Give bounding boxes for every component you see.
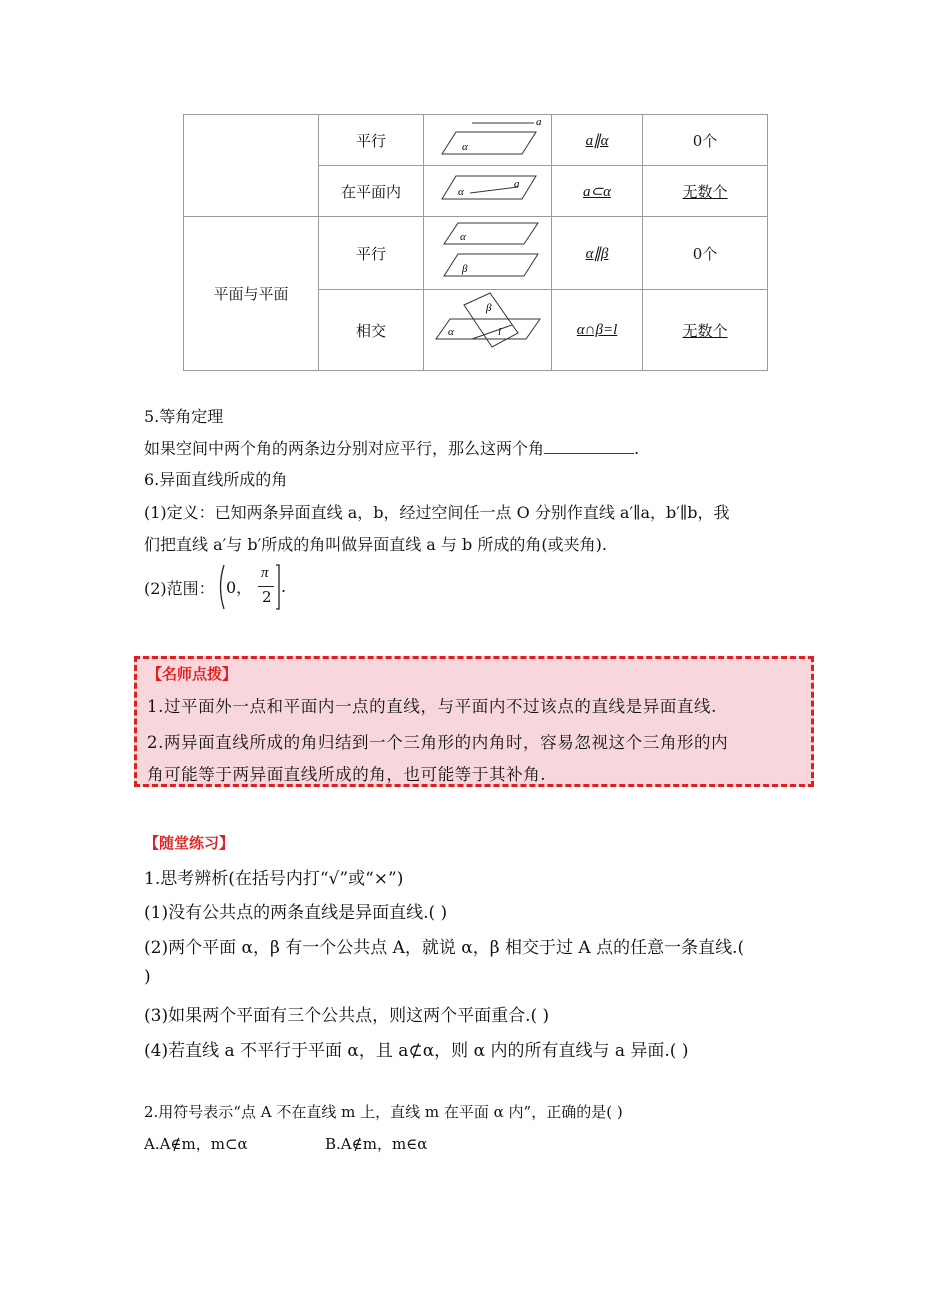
table-count-cell: 0个: [643, 217, 768, 290]
table-count-cell: 无数个: [643, 290, 768, 371]
sec5-end: .: [634, 439, 640, 458]
range-pi: π: [261, 565, 269, 581]
table-group-cell-plane-plane: 平面与平面: [184, 217, 319, 371]
label-beta: β: [461, 263, 467, 275]
practice-q1-1: (1)没有公共点的两条直线是异面直线.( ): [144, 903, 448, 923]
table-symbol-cell: α∥β: [552, 217, 643, 290]
table-symbol-cell: a∥α: [552, 115, 643, 166]
sec6-title: 6.异面直线所成的角: [144, 470, 288, 489]
table-symbol-cell: α∩β=l: [552, 290, 643, 371]
range-end: .: [281, 577, 287, 596]
fraction-bar: [258, 586, 274, 587]
table-count-cell: 无数个: [643, 166, 768, 217]
practice-q1-3: (3)如果两个平面有三个公共点，则这两个平面重合.( ): [144, 1006, 550, 1026]
label-alpha: α: [459, 231, 466, 243]
label-alpha: α: [457, 186, 464, 198]
label-a: a: [535, 116, 541, 128]
sec5-text-line: [144, 436, 639, 459]
tips-point-2b: 角可能等于两异面直线所成的角，也可能等于其补角.: [147, 765, 547, 784]
table-relation-cell: 相交: [319, 290, 424, 371]
figure-planes-intersect: [424, 290, 552, 371]
option-a: A.A∉m，m⊂α: [144, 1135, 248, 1153]
sec5-title: 5.等角定理: [144, 407, 224, 426]
table-symbol-cell: a⊂α: [552, 166, 643, 217]
practice-q1-2a: (2)两个平面 α，β 有一个公共点 A，就说 α，β 相交于过 A 点的任意一条直线.(: [144, 938, 745, 958]
answer-blank: [544, 439, 634, 454]
figure-line-in-plane: [424, 166, 552, 217]
range-interval: [216, 563, 286, 611]
sec5-text: 如果空间中两个角的两条边分别对应平行，那么这两个角: [144, 439, 545, 458]
teacher-tips-box: [134, 656, 814, 787]
label-alpha: α: [461, 141, 468, 153]
table-count-cell: 0个: [643, 115, 768, 166]
label-alpha: α: [447, 326, 454, 338]
practice-q1: 1.思考辨析(在括号内打“√”或“×”): [144, 869, 404, 889]
range-two: 2: [262, 588, 272, 606]
practice-heading: 【随堂练习】: [144, 834, 235, 852]
table-relation-cell: 平行: [319, 217, 424, 290]
tips-point-2a: 2.两异面直线所成的角归结到一个三角形的内角时，容易忽视这个三角形的内: [147, 733, 729, 752]
figure-line-parallel-plane: [424, 115, 552, 166]
sec6-def-line2: 们把直线 a′与 b′所成的角叫做异面直线 a 与 b 所成的角(或夹角).: [144, 535, 607, 554]
table-relation-cell: 在平面内: [319, 166, 424, 217]
sec6-def-line1: (1)定义：已知两条异面直线 a，b，经过空间任一点 O 分别作直线 a′∥a，b′∥b，我: [144, 503, 730, 522]
label-l: l: [497, 326, 501, 338]
table-group-cell-line-plane: [184, 115, 319, 217]
label-a: a: [513, 178, 519, 190]
table-relation-cell: 平行: [319, 115, 424, 166]
range-lower: 0，: [226, 578, 253, 597]
tips-point-1: 1.过平面外一点和平面内一点的直线，与平面内不过该点的直线是异面直线.: [147, 697, 717, 716]
figure-planes-parallel: [424, 217, 552, 290]
practice-q1-2b: ): [144, 967, 151, 987]
label-beta: β: [485, 302, 491, 314]
practice-q2: 2.用符号表示“点 A 不在直线 m 上，直线 m 在平面 α 内”，正确的是( ): [144, 1103, 623, 1121]
relation-table: [183, 114, 768, 371]
tips-heading: 【名师点拨】: [147, 665, 238, 683]
option-b: B.A∉m，m∈α: [325, 1135, 428, 1153]
practice-q1-4: (4)若直线 a 不平行于平面 α，且 a⊄α，则 α 内的所有直线与 a 异面.( ): [144, 1041, 689, 1061]
sec6-range-label: (2)范围：: [144, 579, 215, 598]
